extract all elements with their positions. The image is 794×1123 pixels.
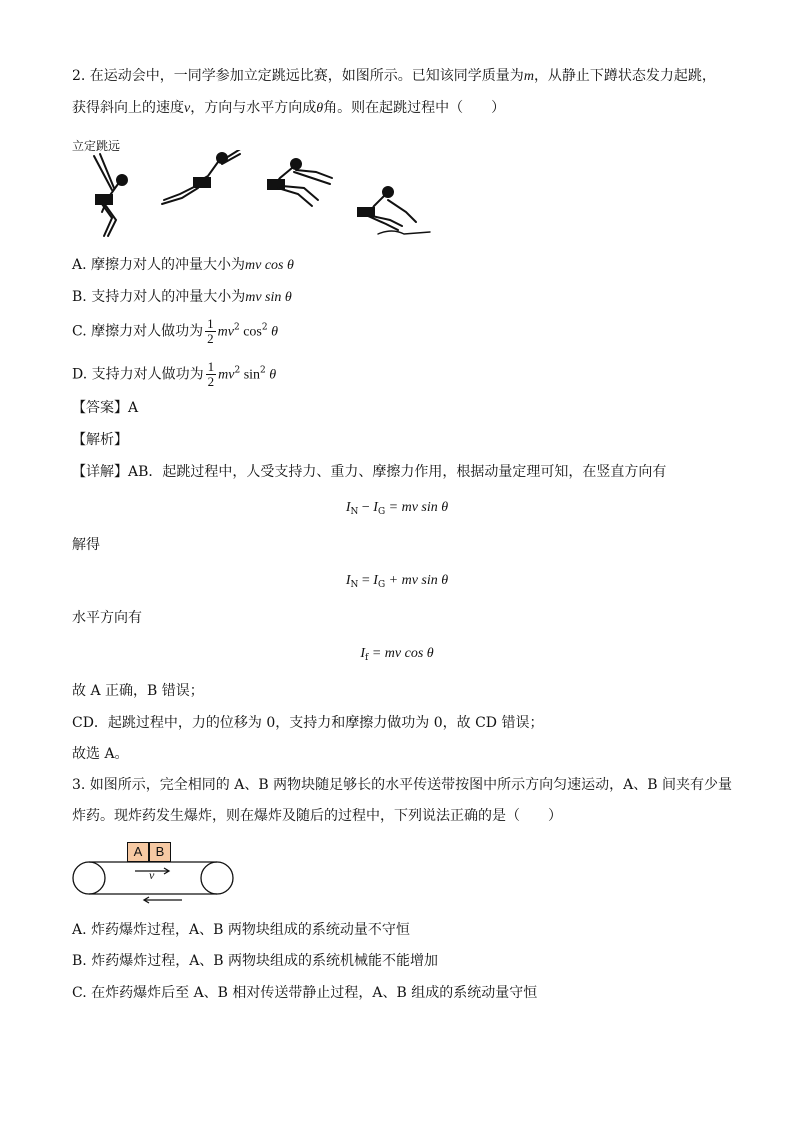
figure-caption: 立定跳远 [72,139,121,153]
jumper-crouch-figure [94,154,127,236]
eq-subscript: f [365,653,369,663]
conclusion-2: CD．起跳过程中，力的位移为 0，支持力和摩擦力做功为 0，故 CD 错误； [72,715,544,731]
q2-theta-symbol: θ [316,101,324,116]
eq-operator: = [358,573,374,588]
eq-subscript: G [377,580,386,590]
q2-stem-text: 获得斜向上的速度 [72,100,184,116]
exponent: 2 [233,322,240,333]
q2-option-d [72,360,276,389]
option-label: A. 摩擦力对人的冲量大小为 [72,257,246,273]
conclusion-1: 故 A 正确，B 错误； [72,683,204,699]
eq-subscript: G [377,507,386,517]
eq-symbol: I [345,500,351,515]
block-a-label: A [133,844,143,859]
q2-stem-text: ，方向与水平方向成 [190,100,317,116]
exponent: 2 [261,322,268,333]
left-roller [73,862,105,894]
jumper-flight-figure [268,159,332,206]
analysis-tag: 【解析】 [72,432,128,448]
option-expression: θ [267,324,278,340]
fraction-denominator: 2 [207,374,215,389]
solve-text: 解得 [72,537,100,553]
q2-option-b [72,287,292,308]
q3-option-b: B. 炸药爆炸过程，A、B 两物块组成的系统机械能不能增加 [72,953,439,969]
option-expression: mv sin θ [245,290,292,305]
eq-rhs: = mv cos θ [368,646,434,661]
eq-operator: − [358,500,374,515]
fraction-numerator: 1 [207,359,215,374]
horizontal-text: 水平方向有 [72,610,142,626]
eq-symbol: I [360,646,365,661]
q2-stem-line1 [72,66,716,87]
exponent: 2 [234,365,241,376]
conveyor-diagram [72,840,237,906]
exponent: 2 [260,365,266,376]
fraction-half [206,360,217,389]
equation-1 [0,497,794,522]
q2-stem-line2 [72,98,505,119]
answer-line [72,398,138,418]
eq-symbol: I [373,500,378,515]
velocity-label: v [149,868,155,882]
q3-option-c: C. 在炸药爆炸后至 A、B 相对传送带静止过程，A、B 组成的系统动量守恒 [72,985,538,1001]
q2-option-a [72,255,294,276]
detail-tag: 【详解】 [72,464,128,480]
eq-subscript: N [350,580,359,590]
option-expression: mv [217,324,234,340]
fraction-half [205,317,216,346]
equation-2 [0,570,794,595]
option-expression: mv cos θ [245,258,294,273]
detail-text: AB．起跳过程中，人受支持力、重力、摩擦力作用，根据动量定理可知，在竖直方向有 [128,464,667,480]
eq-symbol: I [345,573,351,588]
option-expression: sin [240,367,261,383]
jumper-takeoff-figure [162,150,242,204]
eq-subscript: N [350,507,359,517]
jumper-landing-figure [358,187,430,234]
q3-stem-line1: 3. 如图所示，完全相同的 A、B 两物块随足够长的水平传送带按图中所示方向匀速运动，A、B 间夹有少量 [72,777,732,793]
option-label: D. 支持力对人做功为 [72,366,204,383]
option-expression: θ [265,367,277,383]
fraction-numerator: 1 [207,316,214,331]
q2-option-c [72,317,278,346]
q2-velocity-symbol: v [184,101,191,116]
q2-stem-text: ，从静止下蹲状态发力起跳， [533,68,716,84]
q2-stem-text: 角。则在起跳过程中（ ） [323,100,506,116]
block-b-label: B [155,844,165,859]
option-label: B. 支持力对人的冲量大小为 [72,289,246,305]
q2-mass-symbol: m [523,69,534,84]
option-label: C. 摩擦力对人做功为 [72,323,204,340]
q2-stem-text: 2. 在运动会中，一同学参加立定跳远比赛，如图所示。已知该同学质量为 [72,68,524,84]
block-b [149,842,171,862]
eq-rhs: + mv sin θ [385,573,449,588]
conclusion-3: 故选 A。 [72,746,129,762]
eq-symbol: I [373,573,378,588]
q3-option-a: A. 炸药爆炸过程，A、B 两物块组成的系统动量不守恒 [72,922,410,938]
answer-tag: 【答案】 [72,400,128,416]
q3-stem-line2: 炸药。现炸药发生爆炸，则在爆炸及随后的过程中，下列说法正确的是（ ） [72,808,562,824]
long-jump-illustration [72,150,442,245]
option-expression: mv [218,367,235,383]
answer-value: A [128,400,139,416]
detail-line [72,462,666,482]
block-a [127,842,149,862]
right-roller [201,862,233,894]
fraction-denominator: 2 [207,331,214,346]
eq-rhs: = mv sin θ [385,500,449,515]
option-expression: cos [239,324,262,340]
equation-3 [0,643,794,668]
